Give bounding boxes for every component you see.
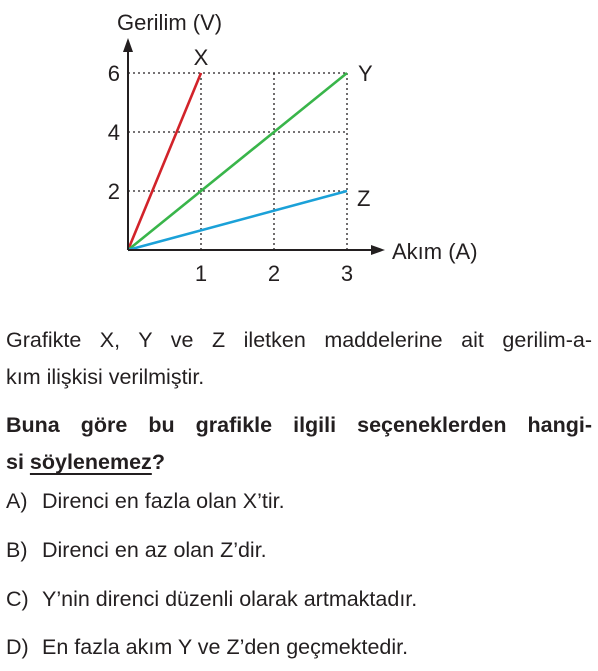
series-line-y [128,73,347,250]
y-axis-label: Gerilim (V) [117,10,223,35]
option-c-text: Y’nin direnci düzenli olarak artmaktadır. [42,587,418,611]
question-mark: ? [151,450,165,474]
option-d-text: En fazla akım Y ve Z’den geçmektedir. [42,635,409,659]
question-line-1: Buna göre bu grafikle ilgili seçeneklerden hangi- [6,413,592,437]
option-c-letter: C) [6,587,29,611]
series-label-y: Y [358,61,373,86]
series-lines [128,73,347,250]
paragraph-line-1: Grafikte X, Y ve Z iletken maddelerine ait gerilim-a- [6,328,592,352]
question-line-2-start: si [6,450,30,474]
series-line-x [128,73,201,250]
question-underlined-word: söylenemez [29,450,152,474]
x-axis-label: Akım (A) [392,239,478,264]
series-labels [194,45,373,211]
x-tick-2: 2 [267,261,281,286]
y-tick-2: 2 [107,179,120,204]
y-axis-arrow [123,38,133,52]
x-tick-3: 3 [340,261,354,286]
y-tick-4: 4 [107,120,120,145]
option-a[interactable] [6,488,285,514]
option-a-text: Direnci en fazla olan X’tir. [42,489,285,513]
tick-labels [108,61,353,286]
series-line-z [128,191,347,250]
series-label-x: X [193,45,209,70]
x-tick-1: 1 [194,261,208,286]
voltage-current-chart [0,0,598,300]
problem-paragraph [6,322,592,396]
x-axis-arrow [371,245,385,255]
option-b-text: Direnci en az olan Z’dir. [42,538,267,562]
y-tick-6: 6 [107,61,120,86]
option-d-letter: D) [6,635,29,659]
option-b-letter: B) [6,538,28,562]
paragraph-line-2: kım ilişkisi verilmiştir. [6,365,205,389]
option-c[interactable] [6,586,417,612]
series-label-z: Z [357,186,371,211]
question-stem [6,407,592,481]
option-b[interactable] [6,537,267,563]
option-a-letter: A) [6,489,28,513]
question-line-2 [6,450,165,474]
option-d[interactable] [6,634,408,660]
